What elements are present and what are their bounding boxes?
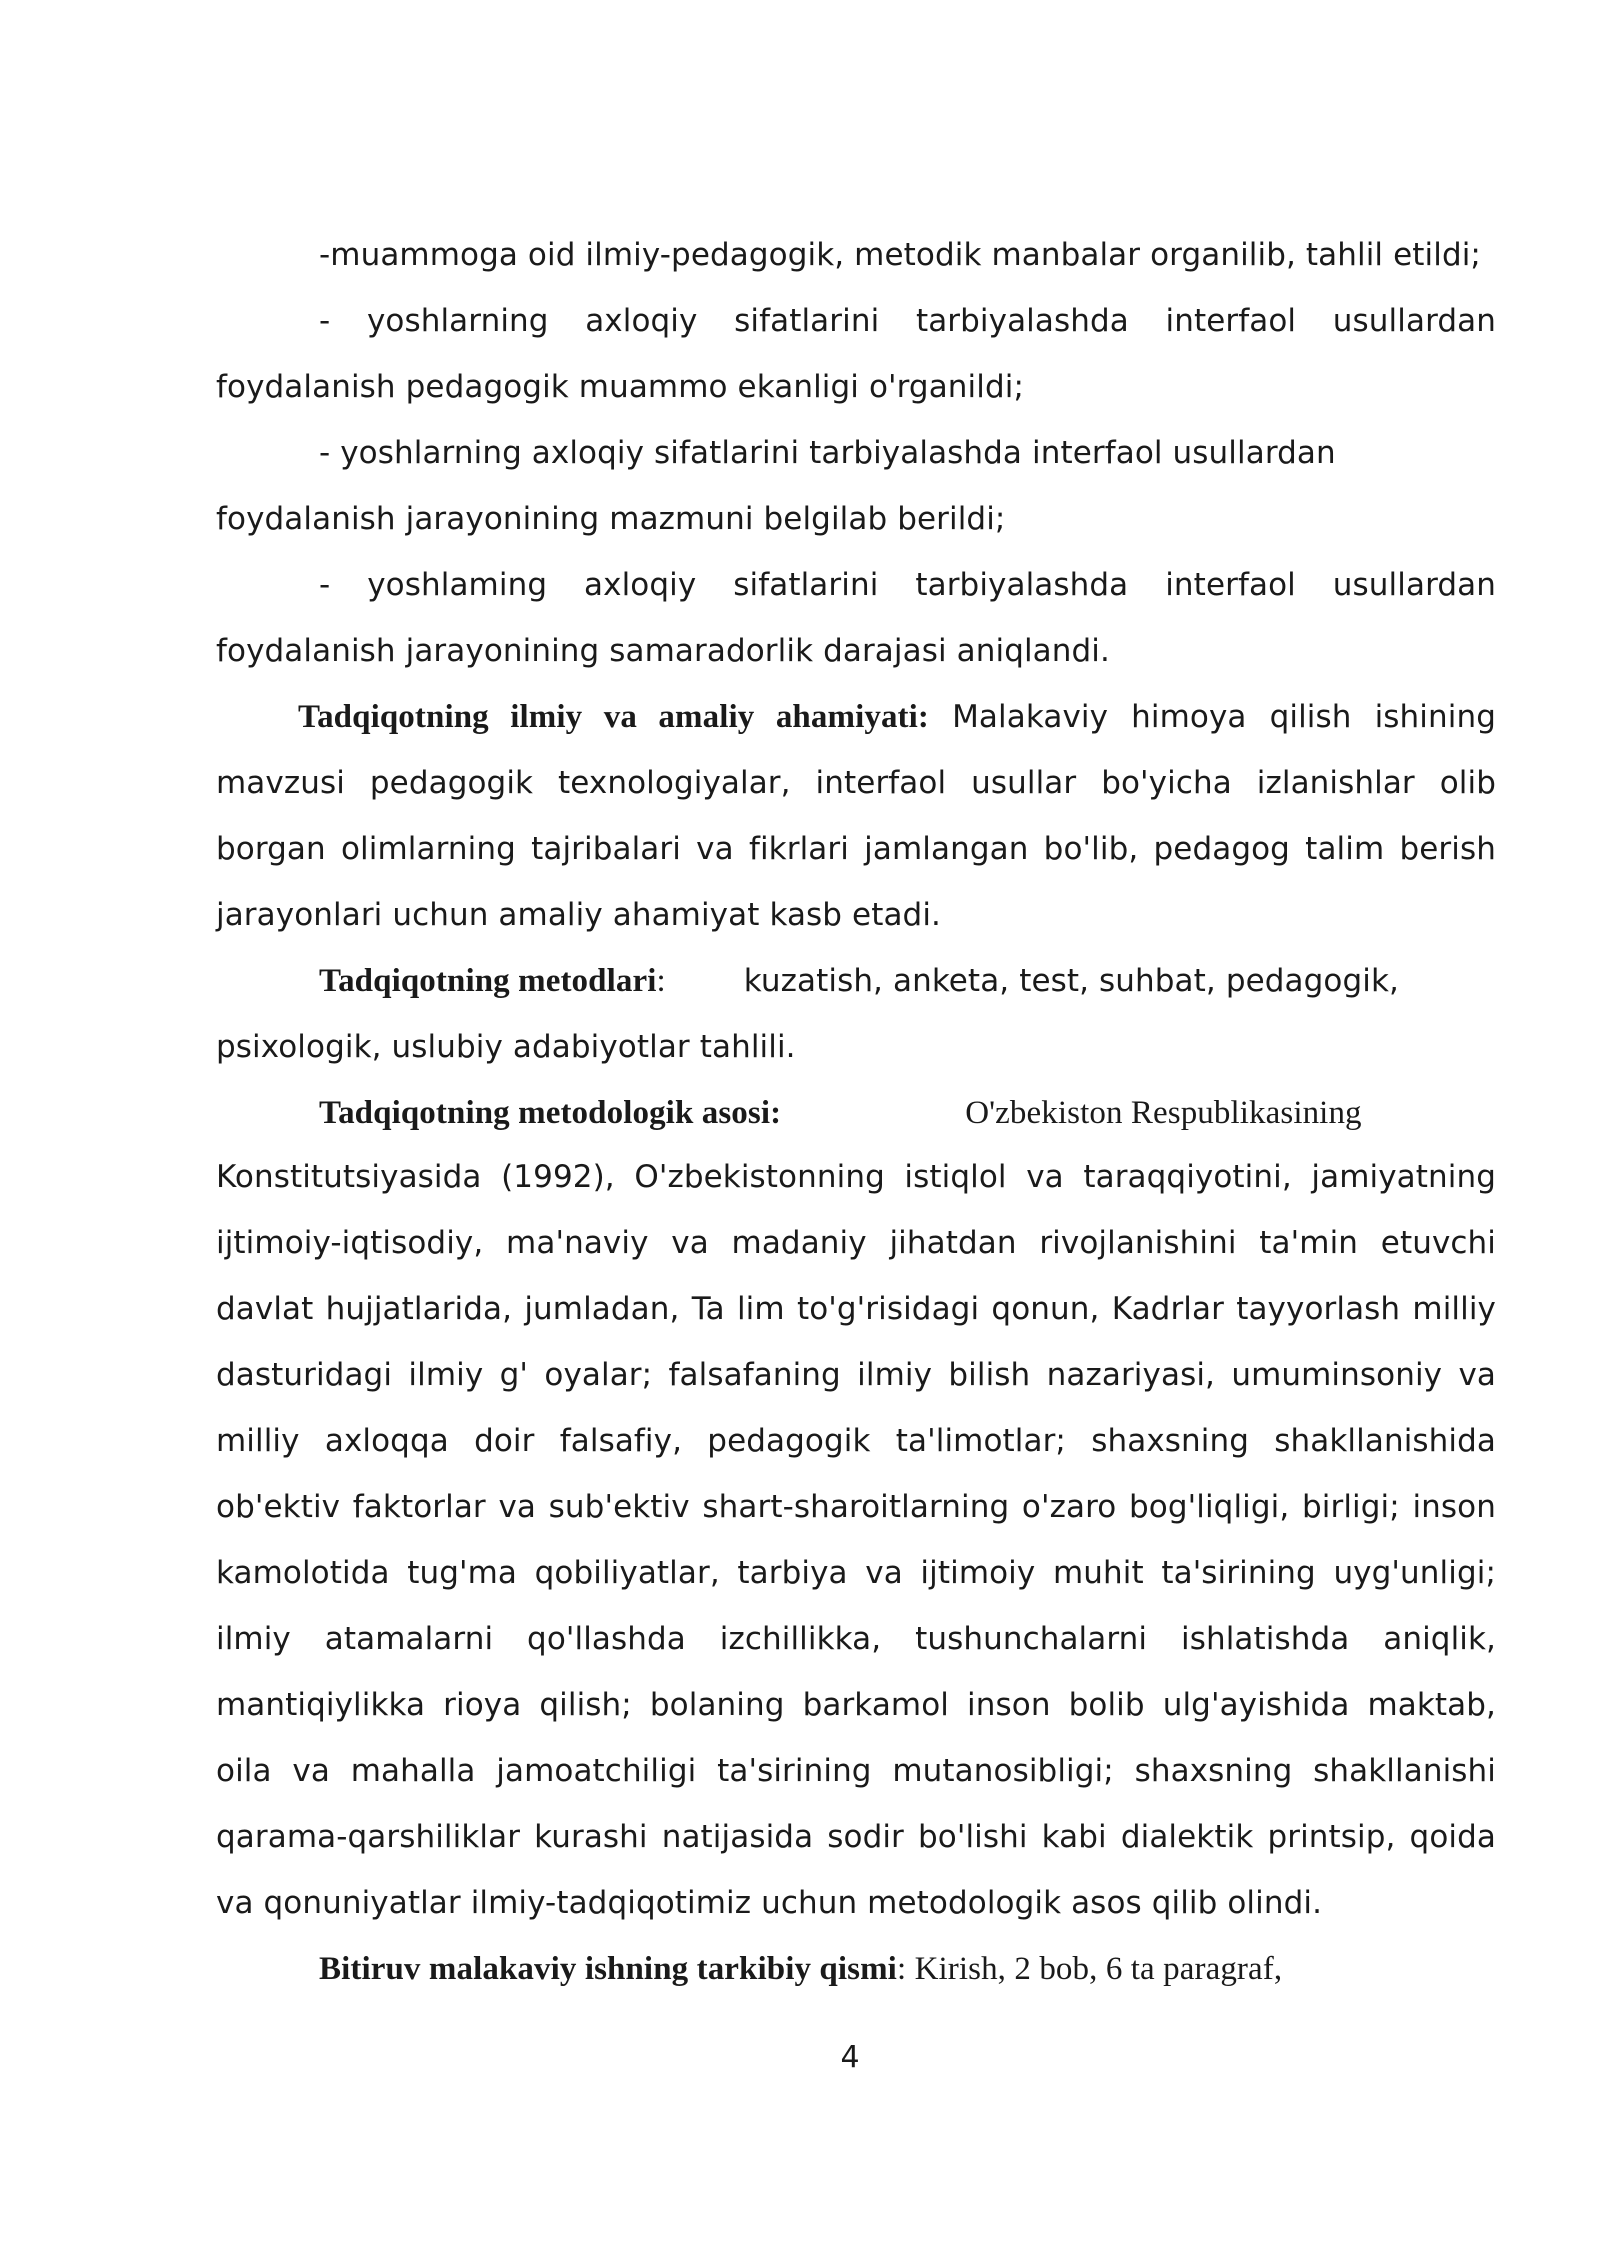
significance-heading: Tadqiqotning ilmiy va amaliy ahamiyati: (298, 699, 929, 735)
significance-paragraph (216, 684, 1496, 948)
basis-heading-line (216, 1080, 1496, 1146)
basis-paragraph (216, 1144, 1496, 1936)
list-item-text-line1: - yoshlarning axloqiy sifatlarini tarbiyalashda interfaol usullardan (319, 435, 1336, 471)
methods-text-line2: psixologik, uslubiy adabiyotlar tahlili. (216, 1029, 796, 1065)
list-item-text: -muammoga oid ilmiy-pedagogik, metodik manbalar organilib, tahlil etildi; (319, 237, 1481, 273)
page-number: 4 (840, 2040, 860, 2075)
basis-heading: Tadqiqotning metodologik asosi: (319, 1095, 782, 1131)
list-item-text: - yoshlaming axloqiy sifatlarini tarbiyalashda interfaol usullardan foydalanish jarayonining samaradorlik darajasi aniqlandi. (216, 567, 1496, 669)
significance-text: Malakaviy himoya qilish ishining mavzusi pedagogik texnologiyalar, interfaol usullar bo'yicha izlanishlar olib borgan olimlarning tajribalari va fikrlari jamlangan bo'lib, pedagog talim berish jarayonlari uchun amaliy ahamiyat kasb etadi. (216, 699, 1497, 933)
structure-heading: Bitiruv malakaviy ishning tarkibiy qismi (319, 1951, 897, 1987)
structure-text: : Kirish, 2 bob, 6 ta paragraf, (896, 1951, 1283, 1987)
list-item-problem (216, 288, 1496, 420)
methods-heading: Tadqiqotning metodlari (319, 963, 657, 999)
list-item-text: - yoshlarning axloqiy sifatlarini tarbiyalashda interfaol usullardan foydalanish pedagogik muammo ekanligi o'rganildi; (216, 303, 1496, 405)
list-item-effectiveness (216, 552, 1496, 684)
methods-paragraph (216, 948, 1496, 1080)
basis-text: Konstitutsiyasida (1992), O'zbekistonning istiqlol va taraqqiyotini, jamiyatning ijtimoiy-iqtisodiy, ma'naviy va madaniy jihatdan rivojlanishini ta'min etuvchi davlat hujjatlarida, jumladan, Ta lim to'g'risidagi qonun, Kadrlar tayyorlash milliy dasturidagi ilmiy g' oyalar; falsafaning ilmiy bilish nazariyasi, umuminsoniy va milliy axloqqa doir falsafiy, pedagogik ta'limotlar; shaxsning shakllanishida ob'ektiv faktorlar va sub'ektiv shart-sharoitlarning o'zaro bog'liqligi, birligi; inson kamolotida tug'ma qobiliyatlar, tarbiya va ijtimoiy muhit ta'sirining uyg'unligi; ilmiy atamalarni qo'llashda izchillikka, tushunchalarni ishlatishda aniqlik, mantiqiylikka rioya qilish; bolaning barkamol inson bolib ulg'ayishida maktab, oila va mahalla jamoatchiligi ta'sirining mutanosibligi; shaxsning shakllanishi qarama-qarshiliklar kurashi natijasida sodir bo'lishi kabi dialektik printsip, qoida va qonuniyatlar ilmiy-tadqiqotimiz uchun metodologik asos qilib olindi. (216, 1159, 1496, 1921)
methods-colon: : (656, 963, 666, 999)
list-item-content (216, 420, 1496, 552)
page-body (216, 222, 1496, 2002)
methods-text-line1: kuzatish, anketa, test, suhbat, pedagogik, (743, 963, 1399, 999)
list-item-analysis (216, 222, 1496, 288)
list-item-text-line2: foydalanish jarayonining mazmuni belgilab berildi; (216, 501, 1006, 537)
basis-lead: O'zbekiston Respublikasining (965, 1095, 1362, 1131)
structure-paragraph (216, 1936, 1496, 2002)
